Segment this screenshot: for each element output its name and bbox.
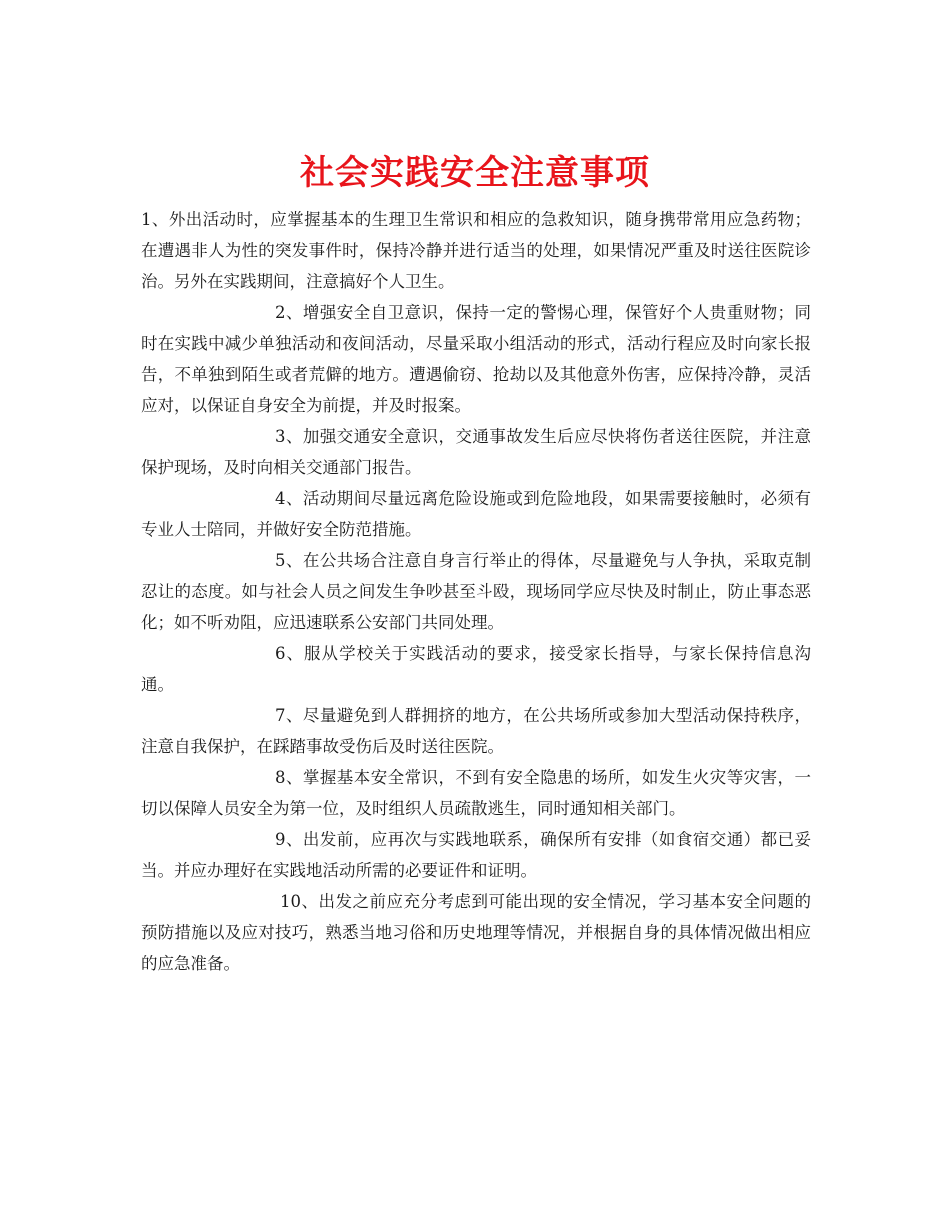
- list-item: 3、加强交通安全意识，交通事故发生后应尽快将伤者送往医院，并注意保护现场，及时向相关交通部门报告。: [141, 427, 811, 477]
- list-item: 7、尽量避免到人群拥挤的地方，在公共场所或参加大型活动保持秩序，注意自我保护，在踩踏事故受伤后及时送往医院。: [141, 706, 811, 756]
- document-body: [141, 204, 811, 979]
- list-item: 6、服从学校关于实践活动的要求，接受家长指导，与家长保持信息沟通。: [141, 644, 811, 694]
- document-title: 社会实践安全注意事项: [300, 152, 650, 193]
- list-item: 10、出发之前应充分考虑到可能出现的安全情况，学习基本安全问题的预防措施以及应对技巧，熟悉当地习俗和历史地理等情况，并根据自身的具体情况做出相应的应急准备。: [141, 892, 811, 973]
- list-item: 2、增强安全自卫意识，保持一定的警惕心理，保管好个人贵重财物；同时在实践中减少单独活动和夜间活动，尽量采取小组活动的形式，活动行程应及时向家长报告，不单独到陌生或者荒僻的地方。遭遇偷窃、抢劫以及其他意外伤害，应保持冷静，灵活应对，以保证自身安全为前提，并及时报案。: [141, 303, 811, 415]
- list-item: 1、外出活动时，应掌握基本的生理卫生常识和相应的急救知识，随身携带常用应急药物；在遭遇非人为性的突发事件时，保持冷静并进行适当的处理，如果情况严重及时送往医院诊治。另外在实践期间，注意搞好个人卫生。: [141, 210, 811, 291]
- list-item: 9、出发前，应再次与实践地联系，确保所有安排（如食宿交通）都已妥当。并应办理好在实践地活动所需的必要证件和证明。: [141, 830, 811, 880]
- list-item: 5、在公共场合注意自身言行举止的得体，尽量避免与人争执，采取克制忍让的态度。如与社会人员之间发生争吵甚至斗殴，现场同学应尽快及时制止，防止事态恶化；如不听劝阻，应迅速联系公安部门共同处理。: [141, 551, 811, 632]
- list-item: 4、活动期间尽量远离危险设施或到危险地段，如果需要接触时，必须有专业人士陪同，并做好安全防范措施。: [141, 489, 811, 539]
- list-item: 8、掌握基本安全常识，不到有安全隐患的场所，如发生火灾等灾害，一切以保障人员安全为第一位，及时组织人员疏散逃生，同时通知相关部门。: [141, 768, 811, 818]
